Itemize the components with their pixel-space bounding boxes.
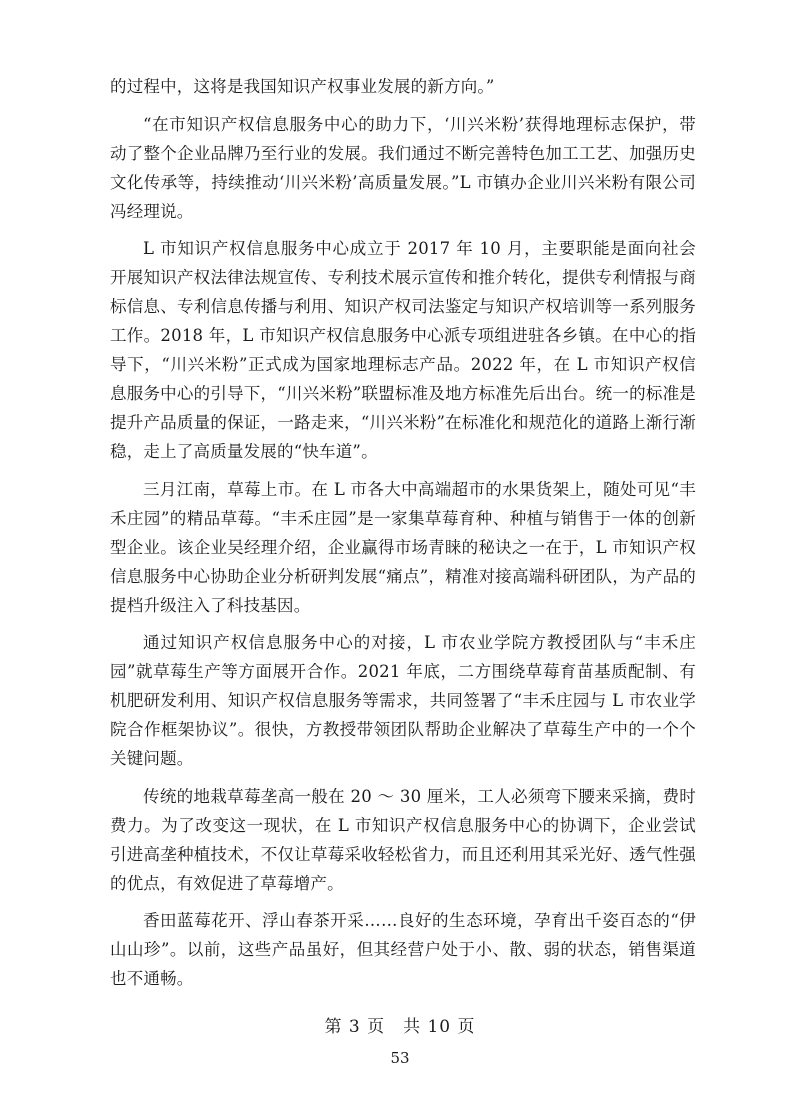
paragraph-continuation: 的过程中，这将是我国知识产权事业发展的新方向。”: [110, 77, 495, 96]
paragraph: L 市知识产权信息服务中心成立于 2017 年 10 月，主要职能是面向社会开展知识产权法律法规宣传、专利技术展示宣传和推介转化，提供专利情报与商标信息、专利信息传播与利用、知识产权司法鉴定与知识产权培训等一系列服务工作。2018 年，L 市知识产权信息服务中心派专项组进驻各乡镇。在中心的指导下，“川兴米粉”正式成为国家地理标志产品。2022 年，在 L 市知识产权信息服务中心的引导下，“川兴米粉”联盟标准及地方标准先后出台。统一的标准是提升产品质量的保证，一路走来，“川兴米粉”在标准化和规范化的道路上渐行渐稳，走上了高质量发展的“快车道”。: [110, 239, 696, 461]
paragraph: 传统的地栽草莓垄高一般在 20 ～ 30 厘米，工人必须弯下腰来采摘，费时费力。为了改变这一现状，在 L 市知识产权信息服务中心的协调下，企业尝试引进高垄种植技术，不仅让草莓采收轻松省力，而且还利用其采光好、透气性强的优点，有效促进了草莓增产。: [110, 786, 696, 893]
page-number: 53: [390, 1049, 410, 1067]
paragraph: 通过知识产权信息服务中心的对接，L 市农业学院方教授团队与“丰禾庄园”就草莓生产等方面展开合作。2021 年底，二方围绕草莓育苗基质配制、有机肥研发利用、知识产权信息服务等需求，共同签署了“丰禾庄园与 L 市农业学院合作框架协议”。很快，方教授带领团队帮助企业解决了草莓生产中的一个个关键问题。: [110, 633, 696, 768]
article-body: [110, 72, 696, 1002]
paragraph: 三月江南，草莓上市。在 L 市各大中高端超市的水果货架上，随处可见“丰禾庄园”的精品草莓。“丰禾庄园”是一家集草莓育种、种植与销售于一体的创新型企业。该企业吴经理介绍，企业赢得市场青睐的秘诀之一在于，L 市知识产权信息服务中心协助企业分析研判发展“痛点”，精准对接高端科研团队，为产品的提档升级注入了科技基因。: [110, 479, 696, 615]
paragraph: 香田蓝莓花开、浮山春茶开采……良好的生态环境，孕育出千姿百态的“伊山山珍”。以前，这些产品虽好，但其经营户处于小、散、弱的状态，销售渠道也不通畅。: [110, 911, 696, 988]
paragraph: “在市知识产权信息服务中心的助力下，‘川兴米粉’获得地理标志保护，带动了整个企业品牌乃至行业的发展。我们通过不断完善特色加工工艺、加强历史文化传承等，持续推动‘川兴米粉’高质量发展。”L 市镇办企业川兴米粉有限公司冯经理说。: [110, 114, 696, 221]
page-indicator: 第 3 页 共 10 页: [324, 1017, 476, 1037]
